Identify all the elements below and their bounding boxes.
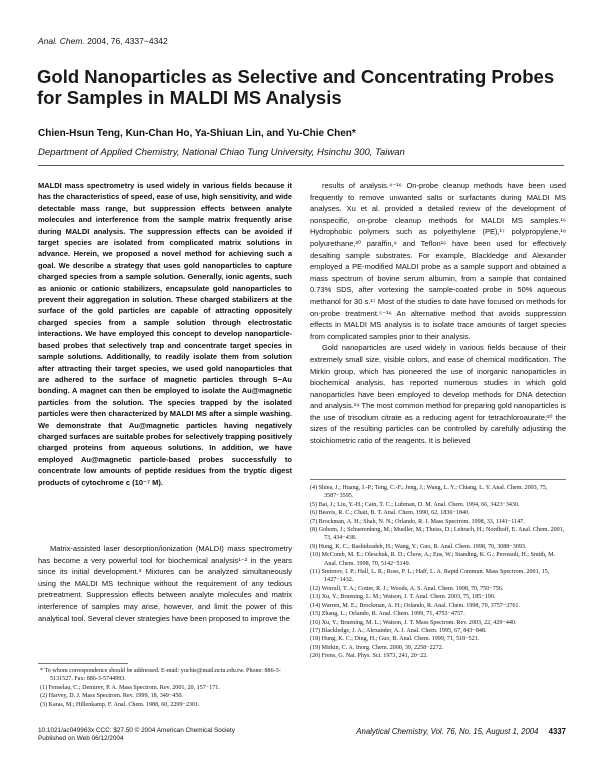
footnotes [38,667,292,709]
reference-item: (11) Smirnov, I. P.; Hall, L. R.; Ross, P. L.; Haff, L. A. Rapid Commun. Mass Spectrom. 2001, 15, 1427−1432. [310,569,550,584]
reference-item: (5) Bai, J.; Liu, Y.-H.; Cain, T. C.; Lubman, D. M. Anal. Chem. 1994, 66, 3423−3430. [310,501,520,508]
issue-info [356,727,566,736]
reference-item: (19) Mirkin, C. A. Inorg. Chem. 2000, 39, 2258−2272. [310,644,444,651]
journal-citation [38,36,168,46]
reference-item: (9) Hung, K. C.; Rashidzadeh, H.; Wang, Y.; Guo, B. Anal. Chem. 1998, 70, 3088−3093. [310,543,527,550]
article-title: Gold Nanoparticles as Selective and Concentrating Probes for Samples in MALDI MS Analysis [37,66,555,108]
published-date: Published on Web 06/12/2004 [38,735,124,743]
reference-item: (7) Brockman, A. H.; Shah, N. N.; Orlando, R. J. Mass Spectrom. 1998, 33, 1141−1147. [310,518,525,525]
header-divider [38,165,564,166]
reference-item: (10) McComb, M. E.; Oleschuk, R. D.; Chow, A.; Ens, W.; Standing, K. G.; Perreault, H.; Smith, M. Anal. Chem. 1998, 70, 5142−5149. [310,552,556,567]
reference-item: (20) Frens, G. Nat. Phys. Sci. 1973, 241, 20−22. [310,653,428,660]
reference-item: (16) Xu, Y.; Bruening, M. L.; Watson, J. T. Mass Spectrom. Rev. 2003, 22, 429−440. [310,619,517,626]
affiliation: Department of Applied Chemistry, National Chiao Tung University, Hsinchu 300, Taiwan [38,147,405,158]
footnote: * To whom correspondence should be addressed. E-mail: yuchie@mail.nctu.edu.tw. Phone: 886-3-5131527. Fax: 886-3-5744993. [40,668,281,683]
reference-item: (4) Shiea, J.; Huang, J.-P.; Teng, C.-F.; Jeng, J.; Wang, L. Y.; Chiang, L. Y. Anal. Chem. 2003, 75, 3587−3595. [310,485,548,500]
reference-item: (15) Zhang, L.; Orlando, R. Anal. Chem. 1999, 71, 4753−4757. [310,611,465,618]
reference-item: (18) Hung, K. C.; Ding, H.; Guo, B. Anal. Chem. 1999, 71, 518−521. [310,636,480,643]
references-divider [310,479,566,480]
reference-item: (8) Gobom, J.; Schuerenberg, M.; Mueller, M.; Theiss, D.; Lehrach, H.; Nordhoff, E. Anal. Chem. 2001, 73, 434−438. [310,527,565,542]
reference-list [310,484,566,661]
issue-line: Analytical Chemistry, Vol. 76, No. 15, August 1, 2004 [356,727,539,736]
reference-item: (6) Beavis, R. C.; Chait, B. T. Anal. Chem. 1990, 62, 1836−1840. [310,510,470,517]
footnote: (1) Fenselau, C.; Demirev, P. A. Mass Spectrom. Rev. 2001, 20, 157−171. [40,684,220,691]
reference-item: (17) Blackledge, J. A.; Alexander, A. J. Anal. Chem. 1995, 67, 843−848. [310,627,487,634]
page-number: 4337 [548,727,566,736]
journal-name: Anal. Chem. [38,36,85,46]
reference-item: (14) Warren, M. E.; Brockman, A. H.; Orlando, R. Anal. Chem. 1998, 70, 3757−3761. [310,602,520,609]
reference-item: (13) Xu, Y.; Bruening, L. M.; Watson, J. T. Anal. Chem. 2003, 75, 185−190. [310,594,496,601]
footnote: (3) Karas, M.; Hillenkamp, F. Anal. Chem. 1988, 60, 2299−2301. [40,701,200,708]
doi-line: 10.1021/ac049963x CCC: $27.50 © 2004 American Chemical Society [38,727,235,734]
footnote: (2) Harvey, D. J. Mass Spectrom. Rev. 1999, 18, 349−450. [40,693,183,700]
abstract: MALDI mass spectrometry is used widely in various fields because it has the characteristics of speed, ease of use, high sensitivity, and wide detectable mass range, but suppression effects between analyte molecules and interference from the sample matrix frequently arise during MALDI analysis. The suppression effects can be avoided if target species are isolated from complicated matrix solutions in advance. Herein, we proposed a novel method for achieving such a goal. We describe a strategy that uses gold nanoparticles to capture charged species from a sample solution. Generally, ionic agents, such as anionic or cationic stabilizers, encapsulate gold nanoparticles to prevent their aggregation in solution. These charged stabilizers at the surface of the gold particles are capable of attracting oppositely charged species from a sample solution through electrostatic interactions. We have employed this concept to develop nanoparticle-based probes that selectively trap and concentrate target species in sample solutions. Additionally, to readily isolate them from solution after attracting their target species, we used gold nanoparticles that are adhered to the surface of magnetic particles through S−Au bonding. A magnet can then be employed to isolate the Au@magnetic particles from the solution. The species trapped by the isolated particles were then characterized by MALDI MS after a simple washing. We demonstrate that Au@magnetic particles having negatively charged surfaces are suitable probes for selectively trapping positively charged proteins from aqueous solutions. In addition, we have employed Au@magnetic particle-based probes successfully to concentrate low amounts of peptide residues from the tryptic digest products of cytochrome c (10⁻⁷ M). [38,181,292,487]
introduction-paragraph: Matrix-assisted laser desorption/ionization (MALDI) mass spectrometry has become a very powerful tool for biochemical analysis¹⁻² in the years since its initial development.³ Mixtures can be analyzed simultaneously using the MALDI MS technique without the requirement of any tedious pretreatment. Suppression effects between analyte molecules and matrix interference of samples may arise, however, and limit the power of this analytical tool. Several clever strategies have been proposed to improve the [38,544,292,623]
body-paragraph: results of analysis.⁴⁻¹⁶ On-probe cleanup methods have been used frequently to remove unwanted salts or surfactants during MALDI MS analyses. Xu et al. provided a detailed review of the development of nonspecific, on-probe cleanup methods for MALDI MS samples.¹⁶ Hydrophobic polymers such as polyethylene (PE),¹⁷ polypropylene,¹⁸ polyurethane,²⁰ paraffin,⁹ and Teflon¹⁶ have been used for effectively desalting sample substrates. For example, Blackledge and Alexander employed a PE-modified MALDI probe as a sample support and obtained a mass spectrum of bovine serum albumin, from a sample that contained 0.73% SDS, after vortexing the sample-coated probe in 50% aqueous methanol for 30 s.¹⁷ Most of the studies to date have focused on methods for on-probe treatment.⁵⁻¹⁶ An alternative method that avoids suppression effects in MALDI MS analysis is to isolate trace amounts of target species from complicated samples prior to their analysis. [310,181,566,341]
body-right-column [310,180,566,447]
footnote-divider [38,663,128,664]
reference-item: (12) Worrall, T. A.; Cotter, R. J.; Woods, A. S. Anal. Chem. 1998, 70, 750−756. [310,585,504,592]
journal-pages: 2004, 76, 4337−4342 [87,36,168,46]
author-list: Chien-Hsun Teng, Kun-Chan Ho, Ya-Shiuan Lin, and Yu-Chie Chen* [38,128,356,139]
publication-info [38,727,235,744]
body-paragraph: Gold nanoparticles are used widely in various fields because of their extremely small size, visible colors, and ease of chemical modification. The Mirkin group, which has pioneered the use of inorganic nanoparticles in biochemical analysis, has reported numerous studies in which gold nanoparticles have been employed to develop methods for DNA detection and analysis.¹⁹ The most common method for preparing gold nanoparticles is the use of trisodium citrate as a reducing agent for tetrachloroaurate;²⁰ the sizes of the resulting particles can be controlled by carefully adjusting the stoichiometric ratio of the reagents. It is believed [310,343,566,446]
